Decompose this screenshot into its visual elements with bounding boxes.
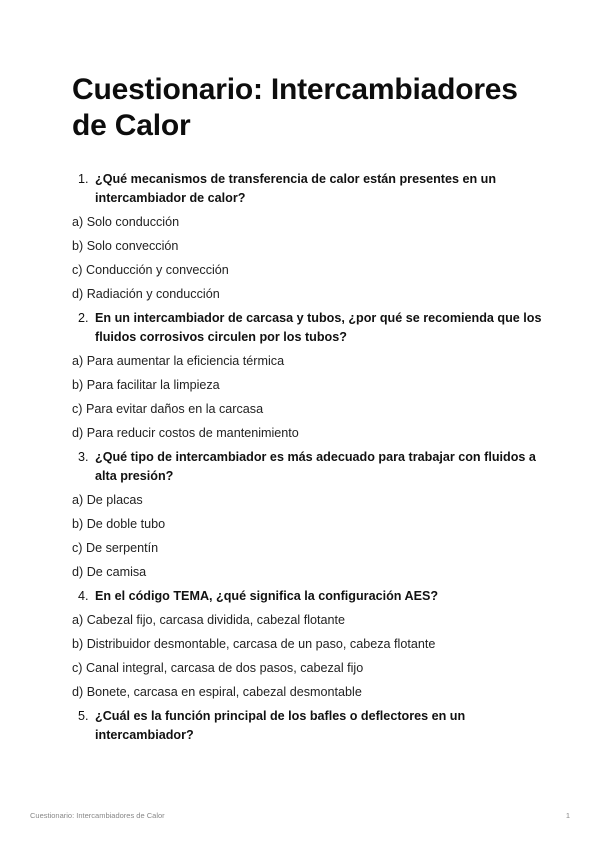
question-4	[72, 587, 542, 606]
question-number: 2.	[78, 311, 89, 325]
page-number: 1	[565, 811, 570, 820]
question-text: ¿Qué mecanismos de transferencia de calor están presentes en un intercambiador de calor?	[95, 172, 497, 205]
answer-option: a) Solo conducción	[72, 215, 180, 229]
answer-option: d) Radiación y conducción	[72, 287, 220, 301]
answer-option: d) Bonete, carcasa en espiral, cabezal desmontable	[72, 685, 362, 699]
question-number: 4.	[78, 589, 89, 603]
page-title: Cuestionario: Intercambiadores de Calor	[72, 73, 518, 142]
question-3	[72, 448, 542, 486]
answer-option: b) Para facilitar la limpieza	[72, 378, 220, 392]
question-2	[72, 309, 542, 347]
question-5	[72, 707, 542, 745]
question-text: En un intercambiador de carcasa y tubos, ¿por qué se recomienda que los fluidos corrosivos circulen por los tubos?	[95, 311, 542, 344]
question-number: 1.	[78, 172, 89, 186]
answer-option: b) Solo convección	[72, 239, 179, 253]
question-1	[72, 170, 542, 208]
question-number: 5.	[78, 709, 89, 723]
question-text: En el código TEMA, ¿qué significa la configuración AES?	[95, 589, 439, 603]
footer-title: Cuestionario: Intercambiadores de Calor	[30, 811, 165, 820]
answer-option: c) Canal integral, carcasa de dos pasos, cabezal fijo	[72, 661, 364, 675]
question-text: ¿Qué tipo de intercambiador es más adecuado para trabajar con fluidos a alta presión?	[95, 450, 536, 483]
answer-option: b) Distribuidor desmontable, carcasa de un paso, cabeza flotante	[72, 637, 436, 651]
answer-option: a) Para aumentar la eficiencia térmica	[72, 354, 285, 368]
question-number: 3.	[78, 450, 89, 464]
answer-option: b) De doble tubo	[72, 517, 166, 531]
answer-option: d) Para reducir costos de mantenimiento	[72, 426, 299, 440]
answer-option: a) Cabezal fijo, carcasa dividida, cabezal flotante	[72, 613, 346, 627]
answer-option: c) De serpentín	[72, 541, 159, 555]
answer-option: c) Conducción y convección	[72, 263, 229, 277]
answer-option: a) De placas	[72, 493, 143, 507]
question-text: ¿Cuál es la función principal de los bafles o deflectores en un intercambiador?	[95, 709, 466, 742]
answer-option: c) Para evitar daños en la carcasa	[72, 402, 264, 416]
question-list	[72, 170, 542, 750]
answer-option: d) De camisa	[72, 565, 147, 579]
